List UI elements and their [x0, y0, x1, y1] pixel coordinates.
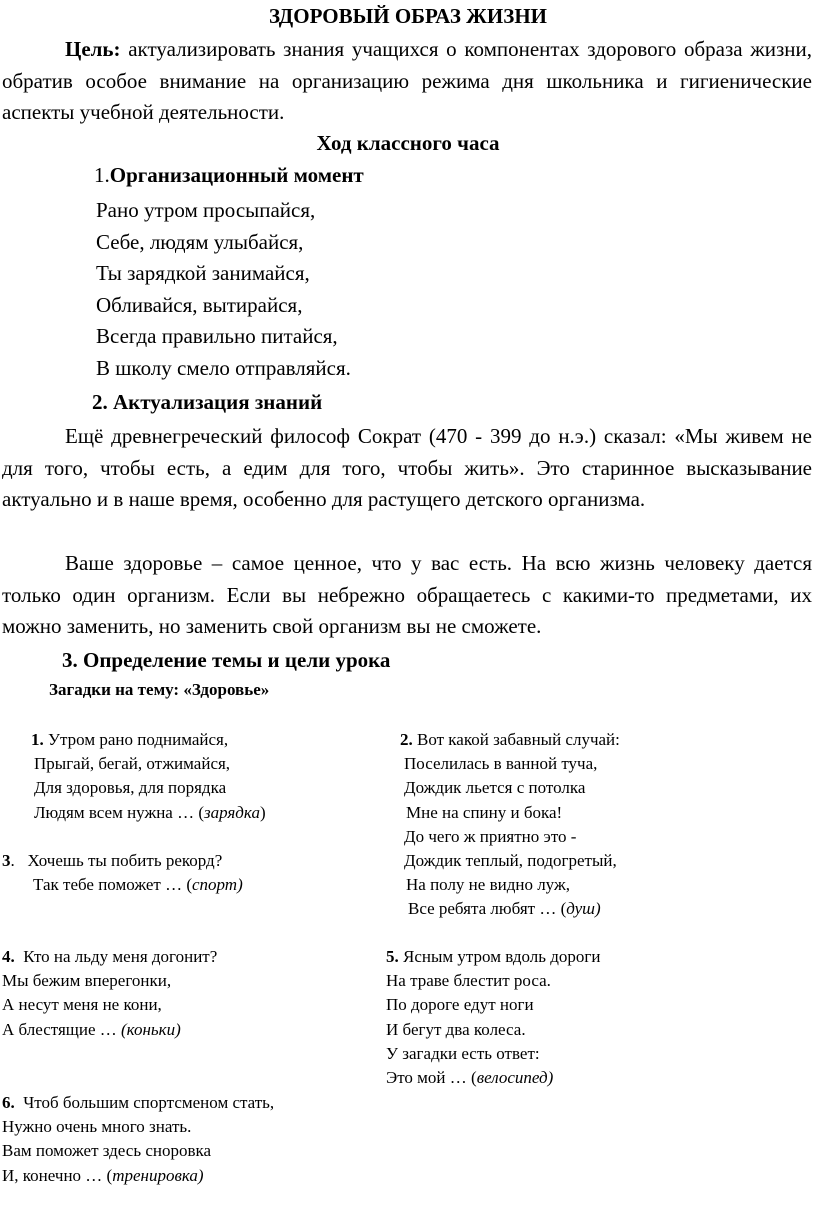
riddle-line: Ясным утром вдоль дороги [403, 947, 601, 966]
riddle-line: А блестящие … [2, 1019, 122, 1039]
riddle-answer: (коньки) [121, 1019, 181, 1039]
section-3-heading [62, 648, 390, 673]
goal-text: актуализировать знания учащихся о компонентах здорового образа жизни, обратив особое внимание на организацию режима дня школьника и гигиенические аспекты учебной деятельности. [2, 37, 812, 124]
riddle-line: На полу не видно луж, [406, 875, 570, 895]
course-heading: Ход классного часа [316, 131, 500, 155]
riddle-line: И бегут два колеса. [386, 1019, 526, 1039]
riddle-line: Поселилась в ванной туча, [404, 754, 598, 774]
riddle-answer: тренировка) [112, 1165, 204, 1185]
riddle-number: 3 [2, 851, 11, 870]
paragraph-socrates: Ещё древнегреческий философ Сократ (470 - 399 до н.э.) сказал: «Мы живем не для того, чтобы есть, а едим для того, чтобы жить». Это старинное высказывание актуально и в наше время, особенно для растущего детского организма. [2, 424, 812, 511]
riddle-answer: велосипед) [476, 1067, 554, 1087]
riddle-line: Так тебе поможет … ( [33, 875, 192, 895]
riddle-number: 4. [2, 947, 15, 966]
riddle-line: Все ребята любят … ( [408, 899, 567, 919]
riddle-line: Прыгай, бегай, отжимайся, [34, 754, 231, 774]
riddle-number: 2. [400, 730, 413, 749]
riddle-line: Вам поможет здесь сноровка [2, 1141, 212, 1161]
riddle-number: 6. [2, 1093, 15, 1112]
riddle-line: А несут меня не кони, [2, 995, 162, 1015]
riddle-line: Вот какой забавный случай: [417, 730, 620, 749]
riddle-line: У загадки есть ответ: [386, 1043, 540, 1063]
riddle-line: На траве блестит роса. [386, 971, 551, 991]
riddle-line: Хочешь ты побить рекорд? [27, 851, 223, 870]
riddle-answer: спорт) [191, 875, 243, 895]
section-1-heading [94, 163, 364, 188]
poem-line: Рано утром просыпайся, [96, 198, 316, 222]
riddle-close: ) [259, 802, 266, 822]
riddle-line: Мы бежим вперегонки, [2, 971, 172, 991]
riddle-line: Мне на спину и бока! [406, 802, 563, 822]
riddle-line: До чего ж приятно это - [404, 826, 577, 846]
riddle-number: 1. [31, 730, 44, 749]
riddle-line: Кто на льду меня догонит? [23, 947, 218, 966]
riddle-dot: . [10, 851, 15, 870]
riddle-line: Чтоб большим спортсменом стать, [23, 1093, 275, 1112]
section-1-title: Организационный момент [109, 163, 364, 187]
riddle-line: Дождик теплый, подогретый, [404, 850, 617, 870]
goal-paragraph [2, 34, 812, 129]
section-2-heading [92, 390, 322, 415]
riddle-6 [2, 1091, 274, 1188]
page-title: ЗДОРОВЫЙ ОБРАЗ ЖИЗНИ [268, 4, 548, 28]
riddle-number: 5. [386, 947, 399, 966]
riddle-3 [2, 849, 243, 897]
riddle-line: Нужно очень много знать. [2, 1117, 192, 1137]
riddle-2 [400, 728, 620, 922]
riddle-line: Утром рано поднимайся, [48, 730, 229, 749]
riddle-line: Для здоровья, для порядка [34, 778, 227, 798]
poem-line: Обливайся, вытирайся, [96, 292, 303, 317]
section-1-number: 1. [94, 163, 110, 187]
riddle-line: Дождик льется с потолка [404, 778, 586, 798]
riddle-line: По дороге едут ноги [386, 995, 534, 1015]
poem-line: Всегда правильно питайся, [96, 324, 338, 348]
goal-label: Цель: [65, 37, 121, 61]
riddle-line: И, конечно … ( [2, 1165, 113, 1185]
riddle-1 [31, 728, 266, 825]
riddle-line: Людям всем нужна … ( [34, 802, 204, 822]
riddle-answer: душ) [566, 899, 601, 919]
poem-line: В школу смело отправляйся. [96, 355, 351, 380]
poem-line: Себе, людям улыбайся, [96, 229, 304, 254]
paragraph-health: Ваше здоровье – самое ценное, что у вас есть. На всю жизнь человеку дается только один организм. Если вы небрежно обращаетесь с какими-то предметами, их можно заменить, но заменить свой организм вы не сможете. [2, 551, 812, 638]
riddles-heading: Загадки на тему: «Здоровье» [49, 680, 270, 699]
riddle-5 [386, 945, 600, 1090]
poem [96, 195, 351, 384]
section-3-title: 3. Определение темы и цели урока [62, 648, 391, 672]
poem-line: Ты зарядкой занимайся, [96, 261, 310, 285]
section-2-title: 2. Актуализация знаний [92, 390, 323, 414]
riddle-4 [2, 945, 217, 1042]
riddle-answer: зарядка [204, 802, 260, 822]
riddle-line: Это мой … ( [386, 1067, 477, 1087]
